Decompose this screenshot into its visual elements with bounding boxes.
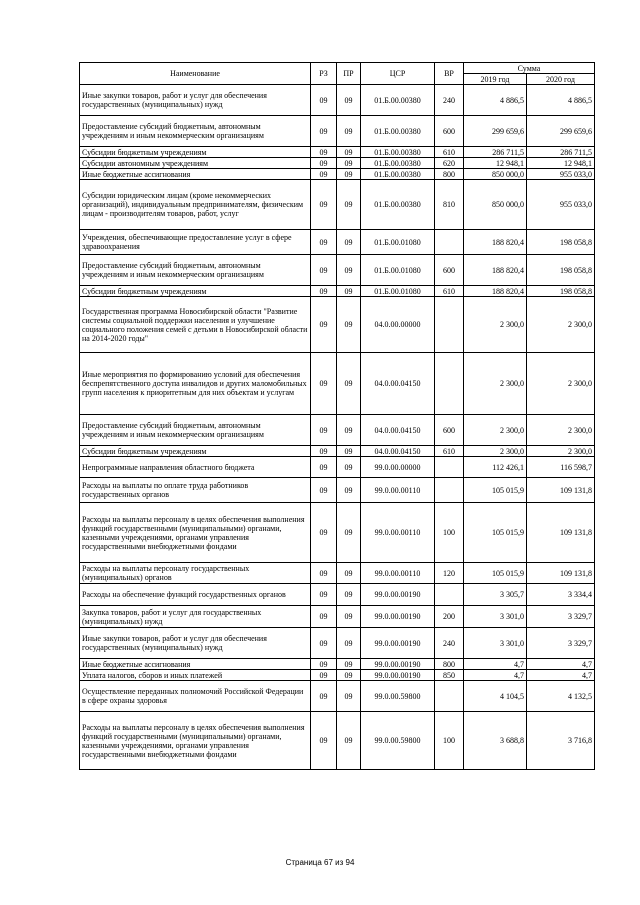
- row-rz: 09: [311, 255, 337, 286]
- row-rz: 09: [311, 85, 337, 116]
- row-csr: 01.Б.00.00380: [361, 147, 435, 158]
- header-pr: ПР: [337, 63, 361, 85]
- row-rz: 09: [311, 670, 337, 681]
- row-rz: 09: [311, 606, 337, 628]
- header-sum: Сумма: [464, 63, 595, 74]
- row-sum-2019: 3 301,0: [464, 606, 527, 628]
- row-csr: 01.Б.00.00380: [361, 116, 435, 147]
- header-2020: 2020 год: [527, 74, 595, 85]
- row-rz: 09: [311, 415, 337, 446]
- budget-table: [79, 62, 595, 770]
- row-sum-2020: 3 329,7: [527, 606, 595, 628]
- table-body: [80, 85, 595, 770]
- row-vr: 240: [435, 628, 464, 659]
- row-sum-2020: 2 300,0: [527, 446, 595, 457]
- row-csr: 99.0.00.00110: [361, 503, 435, 563]
- row-pr: 09: [337, 297, 361, 353]
- row-name: Иные бюджетные ассигнования: [80, 659, 311, 670]
- row-rz: 09: [311, 147, 337, 158]
- row-vr: [435, 584, 464, 606]
- row-csr: 99.0.00.00190: [361, 628, 435, 659]
- row-csr: 04.0.00.04150: [361, 353, 435, 415]
- row-rz: 09: [311, 169, 337, 180]
- row-sum-2019: 4 104,5: [464, 681, 527, 712]
- row-csr: 99.0.00.00190: [361, 670, 435, 681]
- row-name: Предоставление субсидий бюджетным, автономным учреждениям и иным некоммерческим организациям: [80, 255, 311, 286]
- row-vr: 600: [435, 415, 464, 446]
- table-row: [80, 255, 595, 286]
- row-name: Расходы на выплаты по оплате труда работников государственных органов: [80, 478, 311, 503]
- row-pr: 09: [337, 457, 361, 478]
- row-rz: 09: [311, 158, 337, 169]
- row-sum-2020: 4 132,5: [527, 681, 595, 712]
- row-sum-2019: 105 015,9: [464, 563, 527, 584]
- row-sum-2020: 198 058,8: [527, 230, 595, 255]
- table-row: [80, 503, 595, 563]
- row-pr: 09: [337, 628, 361, 659]
- row-vr: 100: [435, 712, 464, 770]
- row-pr: 09: [337, 85, 361, 116]
- row-rz: 09: [311, 478, 337, 503]
- row-pr: 09: [337, 712, 361, 770]
- row-sum-2019: 2 300,0: [464, 415, 527, 446]
- row-pr: 09: [337, 478, 361, 503]
- row-name: Государственная программа Новосибирской области "Развитие системы социальной поддержки населения и улучшение социального положения семей с детьми в Новосибирской области на 2014-2020 годы": [80, 297, 311, 353]
- row-rz: 09: [311, 503, 337, 563]
- table-row: [80, 180, 595, 230]
- row-name: Иные закупки товаров, работ и услуг для обеспечения государственных (муниципальных) нужд: [80, 85, 311, 116]
- row-pr: 09: [337, 116, 361, 147]
- page-footer: Страница 67 из 94: [285, 858, 355, 867]
- row-name: Предоставление субсидий бюджетным, автономным учреждениям и иным некоммерческим организациям: [80, 415, 311, 446]
- row-sum-2020: 299 659,6: [527, 116, 595, 147]
- row-sum-2020: 3 334,4: [527, 584, 595, 606]
- row-pr: 09: [337, 606, 361, 628]
- row-sum-2020: 2 300,0: [527, 297, 595, 353]
- row-rz: 09: [311, 681, 337, 712]
- row-name: Иные бюджетные ассигнования: [80, 169, 311, 180]
- row-rz: 09: [311, 584, 337, 606]
- row-sum-2019: 850 000,0: [464, 169, 527, 180]
- row-csr: 99.0.00.00000: [361, 457, 435, 478]
- row-vr: 800: [435, 659, 464, 670]
- row-csr: 04.0.00.00000: [361, 297, 435, 353]
- header-rz: РЗ: [311, 63, 337, 85]
- table-row: [80, 286, 595, 297]
- row-vr: 800: [435, 169, 464, 180]
- row-sum-2019: 850 000,0: [464, 180, 527, 230]
- row-name: Субсидии бюджетным учреждениям: [80, 286, 311, 297]
- row-vr: 810: [435, 180, 464, 230]
- row-sum-2019: 188 820,4: [464, 286, 527, 297]
- row-sum-2019: 4 886,5: [464, 85, 527, 116]
- row-csr: 99.0.00.59800: [361, 681, 435, 712]
- row-rz: 09: [311, 457, 337, 478]
- row-sum-2019: 112 426,1: [464, 457, 527, 478]
- row-sum-2019: 2 300,0: [464, 297, 527, 353]
- table-row: [80, 670, 595, 681]
- header-name: Наименование: [80, 63, 311, 85]
- row-sum-2020: 2 300,0: [527, 353, 595, 415]
- table-row: [80, 446, 595, 457]
- row-name: Непрограммные направления областного бюджета: [80, 457, 311, 478]
- table-row: [80, 169, 595, 180]
- table-row: [80, 116, 595, 147]
- row-name: Уплата налогов, сборов и иных платежей: [80, 670, 311, 681]
- row-csr: 99.0.00.00190: [361, 584, 435, 606]
- row-rz: 09: [311, 116, 337, 147]
- row-sum-2019: 4,7: [464, 670, 527, 681]
- row-sum-2019: 286 711,5: [464, 147, 527, 158]
- row-csr: 99.0.00.00190: [361, 659, 435, 670]
- row-rz: 09: [311, 230, 337, 255]
- row-vr: 620: [435, 158, 464, 169]
- row-sum-2020: 3 716,8: [527, 712, 595, 770]
- row-csr: 01.Б.00.00380: [361, 180, 435, 230]
- row-vr: [435, 230, 464, 255]
- row-pr: 09: [337, 563, 361, 584]
- row-rz: 09: [311, 659, 337, 670]
- row-sum-2019: 299 659,6: [464, 116, 527, 147]
- row-name: Иные закупки товаров, работ и услуг для обеспечения государственных (муниципальных) нужд: [80, 628, 311, 659]
- row-rz: 09: [311, 353, 337, 415]
- row-sum-2019: 3 301,0: [464, 628, 527, 659]
- row-vr: 850: [435, 670, 464, 681]
- row-sum-2019: 12 948,1: [464, 158, 527, 169]
- row-pr: 09: [337, 659, 361, 670]
- table-row: [80, 584, 595, 606]
- row-name: Учреждения, обеспечивающие предоставление услуг в сфере здравоохранения: [80, 230, 311, 255]
- row-sum-2020: 4 886,5: [527, 85, 595, 116]
- row-rz: 09: [311, 563, 337, 584]
- row-sum-2020: 4,7: [527, 670, 595, 681]
- row-sum-2020: 109 131,8: [527, 563, 595, 584]
- row-name: Субсидии бюджетным учреждениям: [80, 446, 311, 457]
- row-sum-2019: 105 015,9: [464, 478, 527, 503]
- row-sum-2020: 2 300,0: [527, 415, 595, 446]
- row-csr: 99.0.00.00110: [361, 563, 435, 584]
- row-sum-2020: 109 131,8: [527, 478, 595, 503]
- table-row: [80, 230, 595, 255]
- row-name: Расходы на выплаты персоналу в целях обеспечения выполнения функций государственными (муниципальными) органами, казенными учреждениями, органами управления государственными внебюджетными фондами: [80, 503, 311, 563]
- table-row: [80, 628, 595, 659]
- row-name: Предоставление субсидий бюджетным, автономным учреждениям и иным некоммерческим организациям: [80, 116, 311, 147]
- row-rz: 09: [311, 286, 337, 297]
- row-sum-2019: 188 820,4: [464, 230, 527, 255]
- row-pr: 09: [337, 670, 361, 681]
- row-csr: 01.Б.00.00380: [361, 169, 435, 180]
- row-sum-2020: 955 033,0: [527, 169, 595, 180]
- row-vr: [435, 353, 464, 415]
- row-sum-2020: 198 058,8: [527, 286, 595, 297]
- table-row: [80, 606, 595, 628]
- row-vr: 240: [435, 85, 464, 116]
- row-vr: [435, 478, 464, 503]
- table-row: [80, 85, 595, 116]
- row-name: Осуществление переданных полномочий Российской Федерации в сфере охраны здоровья: [80, 681, 311, 712]
- row-csr: 01.Б.00.00380: [361, 158, 435, 169]
- row-sum-2019: 3 305,7: [464, 584, 527, 606]
- row-vr: [435, 297, 464, 353]
- row-sum-2019: 105 015,9: [464, 503, 527, 563]
- row-rz: 09: [311, 297, 337, 353]
- row-vr: 610: [435, 147, 464, 158]
- table-row: [80, 478, 595, 503]
- row-sum-2020: 12 948,1: [527, 158, 595, 169]
- row-vr: [435, 681, 464, 712]
- row-name: Субсидии юридическим лицам (кроме некоммерческих организаций), индивидуальным предпринимателям, физическим лицам - производителям товаров, работ, услуг: [80, 180, 311, 230]
- row-vr: 610: [435, 446, 464, 457]
- row-csr: 01.Б.00.01080: [361, 230, 435, 255]
- row-name: Расходы на выплаты персоналу в целях обеспечения выполнения функций государственными (муниципальными) органами, казенными учреждениями, органами управления государственными внебюджетными фондами: [80, 712, 311, 770]
- row-pr: 09: [337, 446, 361, 457]
- row-csr: 01.Б.00.01080: [361, 255, 435, 286]
- row-sum-2020: 198 058,8: [527, 255, 595, 286]
- row-vr: 610: [435, 286, 464, 297]
- header-csr: ЦСР: [361, 63, 435, 85]
- row-pr: 09: [337, 286, 361, 297]
- row-pr: 09: [337, 415, 361, 446]
- row-pr: 09: [337, 353, 361, 415]
- row-csr: 01.Б.00.01080: [361, 286, 435, 297]
- row-name: Иные мероприятия по формированию условий для обеспечения беспрепятственного доступа инвалидов и других маломобильных групп населения к приоритетным для них объектам и услугам: [80, 353, 311, 415]
- row-sum-2019: 3 688,8: [464, 712, 527, 770]
- row-sum-2019: 188 820,4: [464, 255, 527, 286]
- row-rz: 09: [311, 712, 337, 770]
- row-name: Расходы на выплаты персоналу государственных (муниципальных) органов: [80, 563, 311, 584]
- table-row: [80, 415, 595, 446]
- header-vr: ВР: [435, 63, 464, 85]
- table-row: [80, 681, 595, 712]
- row-vr: 200: [435, 606, 464, 628]
- row-pr: 09: [337, 147, 361, 158]
- row-rz: 09: [311, 446, 337, 457]
- row-vr: [435, 457, 464, 478]
- row-name: Расходы на обеспечение функций государственных органов: [80, 584, 311, 606]
- table-row: [80, 712, 595, 770]
- row-sum-2020: 116 598,7: [527, 457, 595, 478]
- row-pr: 09: [337, 158, 361, 169]
- row-pr: 09: [337, 230, 361, 255]
- row-pr: 09: [337, 584, 361, 606]
- row-vr: 100: [435, 503, 464, 563]
- row-sum-2020: 286 711,5: [527, 147, 595, 158]
- table-row: [80, 457, 595, 478]
- row-sum-2020: 109 131,8: [527, 503, 595, 563]
- header-2019: 2019 год: [464, 74, 527, 85]
- row-pr: 09: [337, 681, 361, 712]
- row-name: Субсидии автономным учреждениям: [80, 158, 311, 169]
- row-sum-2020: 955 033,0: [527, 180, 595, 230]
- table-row: [80, 659, 595, 670]
- table-row: [80, 563, 595, 584]
- table-row: [80, 353, 595, 415]
- row-vr: 600: [435, 255, 464, 286]
- row-rz: 09: [311, 628, 337, 659]
- table-row: [80, 297, 595, 353]
- row-sum-2019: 2 300,0: [464, 353, 527, 415]
- row-pr: 09: [337, 180, 361, 230]
- row-sum-2020: 3 329,7: [527, 628, 595, 659]
- table-row: [80, 147, 595, 158]
- row-pr: 09: [337, 503, 361, 563]
- row-sum-2020: 4,7: [527, 659, 595, 670]
- row-sum-2019: 2 300,0: [464, 446, 527, 457]
- row-csr: 99.0.00.59800: [361, 712, 435, 770]
- row-sum-2019: 4,7: [464, 659, 527, 670]
- table-row: [80, 158, 595, 169]
- row-csr: 04.0.00.04150: [361, 446, 435, 457]
- row-vr: 600: [435, 116, 464, 147]
- row-name: Закупка товаров, работ и услуг для государственных (муниципальных) нужд: [80, 606, 311, 628]
- row-csr: 04.0.00.04150: [361, 415, 435, 446]
- row-csr: 99.0.00.00190: [361, 606, 435, 628]
- row-name: Субсидии бюджетным учреждениям: [80, 147, 311, 158]
- row-rz: 09: [311, 180, 337, 230]
- row-pr: 09: [337, 255, 361, 286]
- row-csr: 99.0.00.00110: [361, 478, 435, 503]
- row-csr: 01.Б.00.00380: [361, 85, 435, 116]
- row-vr: 120: [435, 563, 464, 584]
- row-pr: 09: [337, 169, 361, 180]
